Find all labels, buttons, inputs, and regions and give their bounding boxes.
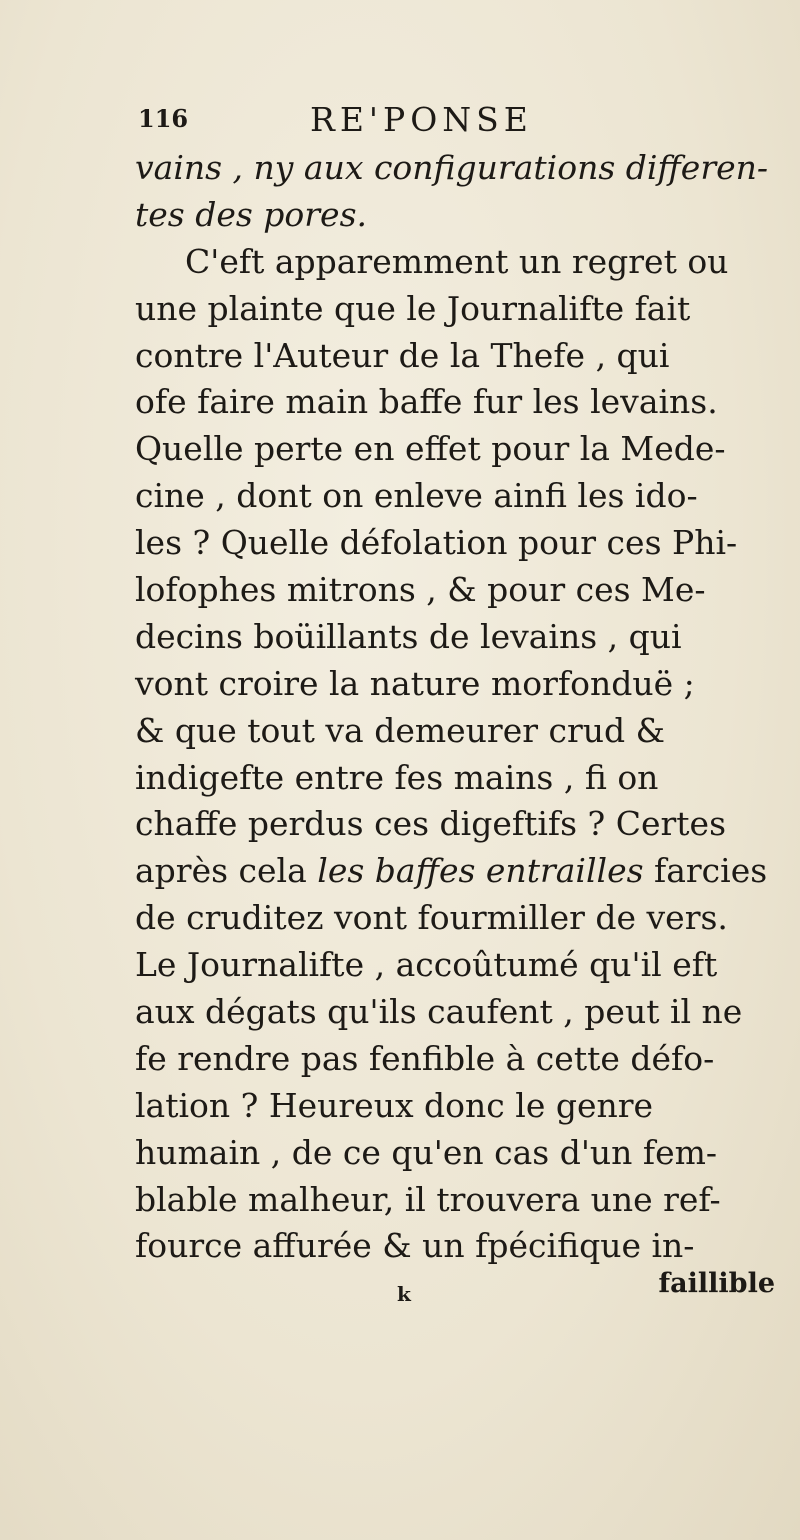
line-text-pre: après cela (135, 851, 318, 891)
line-text-pre: fource affurée & un fpécifique in- (135, 1226, 695, 1266)
text-line (135, 426, 775, 473)
line-text-pre: aux dégats qu'ils caufent , peut il ne (135, 992, 743, 1032)
text-line (135, 379, 775, 426)
line-text-post: farcies (643, 851, 768, 891)
line-text-pre: Le Journalifte , accoûtumé qu'il eft (135, 945, 718, 985)
text-line (135, 286, 775, 333)
paragraph-start-line (135, 239, 775, 286)
text-line (135, 192, 775, 239)
text-line (135, 708, 775, 755)
text-line (135, 567, 775, 614)
line-text-pre: humain , de ce qu'en cas d'un fem- (135, 1132, 718, 1172)
line-text-pre: chaffe perdus ces digeftifs ? Certes (135, 804, 727, 844)
text-line (135, 1177, 775, 1224)
text-line (135, 895, 775, 942)
signature-mark: k (397, 1282, 411, 1306)
text-line (135, 661, 775, 708)
text-line (135, 333, 775, 380)
body-text (135, 145, 775, 1270)
line-text-pre: lofophes mitrons , & pour ces Me- (135, 570, 706, 610)
line-text-pre: lation ? Heureux donc le genre (135, 1085, 654, 1125)
line-text-italic: tes des pores. (135, 194, 368, 234)
text-line (135, 1036, 775, 1083)
line-text-italic: les baffes entrailles (317, 851, 644, 891)
text-line (135, 1083, 775, 1130)
page-footer (135, 1268, 775, 1308)
text-line (135, 989, 775, 1036)
line-text-pre: cine , dont on enleve ainfi les ido- (135, 476, 698, 516)
text-line (135, 473, 775, 520)
line-text-pre: decins boüillants de levains , qui (135, 616, 682, 656)
text-line (135, 1130, 775, 1177)
text-line (135, 1223, 775, 1270)
line-text-italic: vains , ny aux configurations differen- (135, 148, 769, 187)
line-text-pre: C'eft apparemment un regret ou (185, 241, 729, 281)
line-text-pre: Quelle perte en effet pour la Mede- (135, 429, 726, 469)
page-header (138, 100, 578, 142)
line-text-pre: les ? Quelle défolation pour ces Phi- (135, 523, 738, 563)
line-text-pre: blable malheur, il trouvera une ref- (135, 1179, 721, 1219)
page-number: 116 (138, 104, 189, 133)
text-line (135, 520, 775, 567)
text-line (135, 755, 775, 802)
text-line (135, 614, 775, 661)
line-text-pre: de cruditez vont fourmiller de vers. (135, 898, 728, 938)
running-head: RE'PONSE (310, 100, 533, 139)
text-line (135, 801, 775, 848)
text-line (135, 848, 775, 895)
line-text-pre: ofe faire main baffe fur les levains. (135, 382, 718, 422)
line-text-pre: vont croire la nature morfonduë ; (135, 663, 695, 703)
line-text-pre: indigefte entre fes mains , fi on (135, 757, 659, 797)
line-text-pre: fe rendre pas fenfible à cette défo- (135, 1038, 715, 1078)
catchword: faillible (658, 1268, 775, 1299)
text-line (135, 942, 775, 989)
line-text-pre: une plainte que le Journalifte fait (135, 288, 691, 328)
line-text-pre: contre l'Auteur de la Thefe , qui (135, 335, 670, 375)
text-line (135, 145, 775, 192)
line-text-pre: & que tout va demeurer crud & (135, 710, 665, 750)
